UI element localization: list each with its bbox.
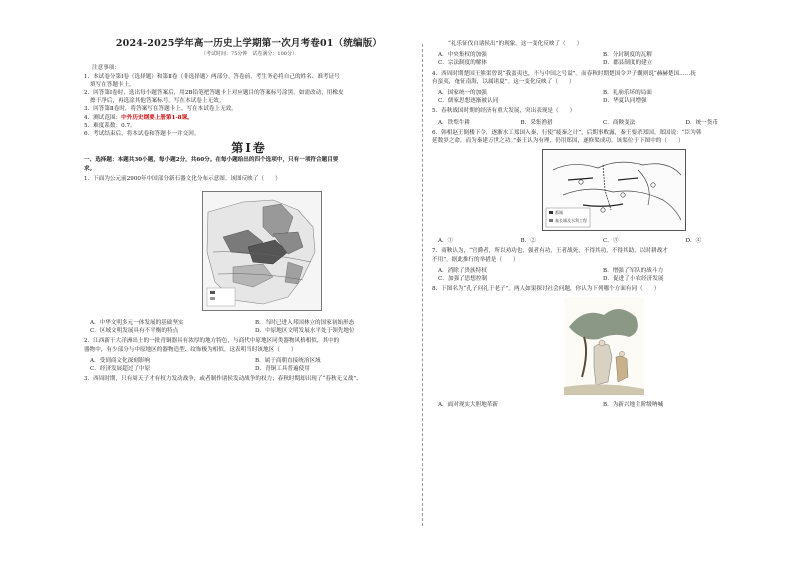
- warring-states-map: [542, 149, 686, 231]
- question-4: [432, 70, 762, 106]
- option-a[interactable]: A．铁犁牛耕: [438, 119, 471, 126]
- left-column: [84, 40, 414, 383]
- note-item: 填写在答题卡上。: [90, 81, 135, 88]
- question-stem-2: 不用”。据此推行的举措是（ ）: [432, 256, 519, 263]
- volume-heading: 第Ⅰ卷: [231, 141, 267, 156]
- question-8: [432, 285, 762, 409]
- option-d[interactable]: D．郡县制度的建立: [603, 60, 653, 67]
- question-4-options: [432, 89, 762, 105]
- note-difficulty: 5．难度系数：0.7。: [84, 122, 136, 129]
- option-d[interactable]: D．统一货币: [685, 119, 718, 126]
- option-c[interactable]: C．加强了思想控制: [438, 276, 488, 283]
- option-d[interactable]: D．④: [685, 238, 702, 245]
- exam-info: （考试时间：75分钟 试卷满分：100分）: [201, 51, 297, 58]
- option-b[interactable]: B．当时已进入邦国林立的国家初始形态: [255, 320, 355, 327]
- section-instruction: 一、选择题：本题共30小题，每小题2分，共60分。在每小题给出的四个选项中，只有一项符合题目要: [84, 157, 339, 164]
- question-stem-2: 器物中，有少部分与中原地区的器物造型、纹饰极为相似。这表明当时该地区（ ）: [84, 346, 297, 353]
- question-stem: 4．西周时期楚国王熊渠曾说“我蛮夷也，不与中国之号谥”。而春秋时期楚国令尹子囊则说“赫赫楚国……抚: [432, 70, 696, 77]
- question-stem: 1．下面为公元前2900年中国部分新石器文化分布示意图。该图反映了（ ）: [84, 175, 281, 182]
- notes: [84, 64, 414, 138]
- neolithic-culture-map: [202, 191, 322, 311]
- option-c[interactable]: C．宗法制度的解体: [438, 60, 488, 67]
- section-instruction-2: 求。: [84, 165, 96, 172]
- option-b[interactable]: B．增强了军队的战斗力: [603, 267, 664, 274]
- question-3: [84, 375, 414, 383]
- note-end: 6．考试结束后，将本试卷和答题卡一并交回。: [84, 131, 200, 138]
- option-a[interactable]: A．国家统一的加强: [438, 90, 487, 97]
- note-scope-value: 中外历史纲要上册第1-8课。: [121, 114, 193, 121]
- map-graphic: [203, 192, 321, 310]
- note-item: 3．回答第Ⅱ卷时，将答案写在答题卡上。写在本试卷上无效。: [84, 106, 237, 113]
- option-a[interactable]: A．面对现实大胆地革新: [438, 402, 498, 409]
- option-b[interactable]: B．为新兴地主阶级呐喊: [603, 402, 664, 409]
- question-stem: 5．春秋战国时期的经济有重大发展，突出表现是（ ）: [432, 108, 576, 115]
- note-item: 2．回答第Ⅰ卷时，选出每小题答案后，用2B铅笔把答题卡上对应题目的答案标号涂黑。如需改动，用橡皮: [84, 90, 344, 97]
- option-b[interactable]: B．采集渔猎: [520, 119, 553, 126]
- option-a[interactable]: A．①: [438, 238, 454, 245]
- question-stem: 2．江西新干大洋洲出土的一批青铜器具有浓厚的地方特色，与商代中原地区同类器物风格相似，其中的: [84, 338, 340, 345]
- note-item: 擦干净后，再选涂其他答案标号。写在本试卷上无效。: [90, 98, 225, 105]
- question-5: [432, 107, 762, 126]
- notes-heading: 注意事项：: [92, 65, 120, 72]
- note-scope-label: 4．测试范围：: [84, 114, 122, 121]
- question-1-options: [84, 319, 414, 335]
- option-d[interactable]: D．中原地区文明发展水平处于领先地位: [255, 328, 355, 335]
- option-c[interactable]: C．商鞅变法: [603, 119, 636, 126]
- option-c[interactable]: C．③: [603, 238, 619, 245]
- question-8-options: [432, 401, 762, 409]
- option-c[interactable]: C．儒家思想逐渐被认同: [438, 98, 499, 105]
- option-b[interactable]: B．礼崩乐坏的局面: [603, 90, 652, 97]
- question-6-options: [432, 237, 762, 245]
- question-stem-2: 有蛮夷，奄征南海，以属诸夏”。这一变化反映了（ ）: [432, 78, 575, 85]
- option-c[interactable]: C．区域文明发展具有不平衡的特点: [90, 328, 179, 335]
- option-a[interactable]: A．消除了贵族特权: [438, 267, 487, 274]
- map-legend-2: 秦长城及水利工程: [555, 218, 587, 224]
- question-2-options: [84, 357, 414, 373]
- question-stem: 6．韩相赵王倒楼下令，逐渐水工郑国入秦，行使“疲秦之计”，后期事败露，秦王要杀郑国。郑国说：“臣为韩: [432, 129, 702, 136]
- confucius-laozi-painting: [564, 297, 644, 395]
- question-7: [432, 247, 762, 283]
- map-legend-1: 都城: [555, 210, 563, 216]
- option-b[interactable]: B．属于商朝直接统治区域: [255, 357, 321, 364]
- question-1: [84, 175, 414, 336]
- right-column: [432, 40, 762, 410]
- option-c[interactable]: C．经济发展超过了中原: [90, 366, 151, 373]
- note-item: 1．本试卷分第Ⅰ卷（选择题）和第Ⅱ卷（非选择题）两部分。答卷前，考生务必将自己的姓名、准考证号: [84, 73, 340, 80]
- question-stem-2: 延数岁之命，而为秦建万世之功。”秦王认为有理，仍用郑国，遂修渠成功。该渠位于下图中的（ ）: [432, 138, 684, 145]
- option-d[interactable]: D．促进了小农经济发展: [603, 276, 664, 283]
- note-scope: [84, 114, 414, 122]
- column-divider: [422, 44, 423, 526]
- question-6: [432, 129, 762, 246]
- map-graphic: [543, 150, 685, 230]
- option-a[interactable]: A．中央集权的加强: [438, 52, 487, 59]
- question-5-options: [432, 119, 762, 127]
- option-d[interactable]: D．华夏认同增强: [603, 98, 647, 105]
- question-2: [84, 337, 414, 373]
- question-stem: 3．西周时期，只有周天子才有权力发动战争，或者制作诸侯发动战争的权力；春秋时期却出现了“春秋无义战”、: [84, 376, 362, 383]
- option-b[interactable]: B．②: [520, 238, 536, 245]
- option-a[interactable]: A．受到商文化深刻影响: [90, 357, 150, 364]
- page-title: 2024-2025学年高一历史上学期第一次月考卷01（统编版）: [115, 38, 383, 49]
- option-b[interactable]: B．分封制度的瓦解: [603, 52, 652, 59]
- question-stem: 7．商鞅认为，“官爵者，所以劝功也，强者有功，王者战死，不得其功，不得其助，以时耕战才: [432, 248, 668, 255]
- question-stem: 8．下图名为“孔子问礼于老子”。两人如果探讨社会问题，你认为下列哪个方面有同（ ）: [432, 286, 660, 293]
- question-3-options: [432, 51, 762, 67]
- painting-graphic: [564, 297, 644, 395]
- option-d[interactable]: D．青铜工具普遍使用: [255, 366, 310, 373]
- question-3-stem-continued: “礼乐征伐自诸侯出”的现象。这一变化反映了（ ）: [448, 41, 583, 47]
- option-a[interactable]: A．中华文明多元一体发展的基础坚实: [90, 320, 184, 327]
- question-7-options: [432, 267, 762, 283]
